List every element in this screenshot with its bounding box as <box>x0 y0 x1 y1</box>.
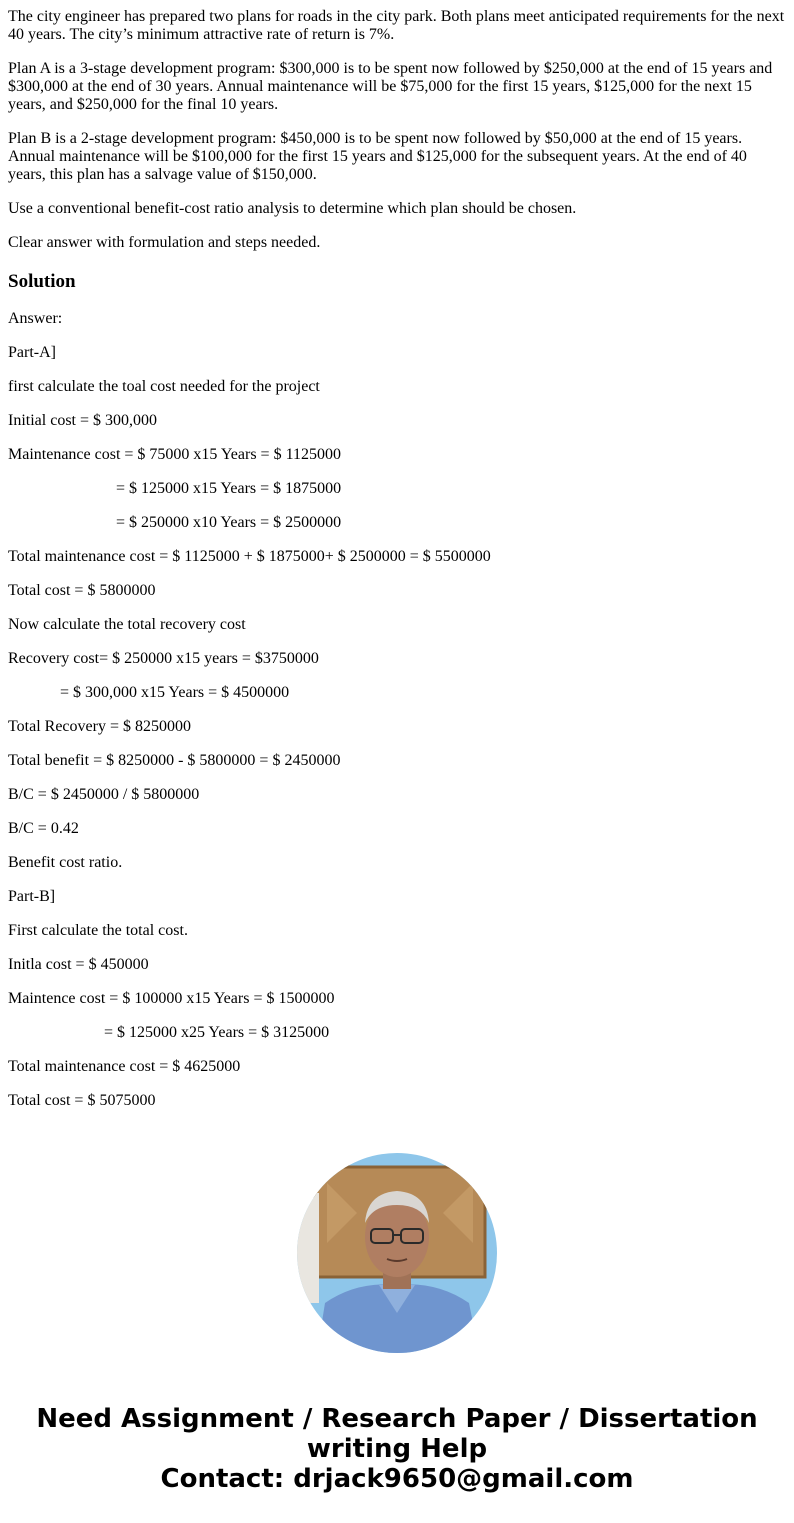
solution-heading: Solution <box>8 271 76 292</box>
solution-line: Total maintenance cost = $ 1125000 + $ 1875000+ $ 2500000 = $ 5500000 <box>8 548 491 565</box>
solution-line: Initla cost = $ 450000 <box>8 956 149 973</box>
solution-line: B/C = 0.42 <box>8 820 79 837</box>
solution-line: First calculate the total cost. <box>8 922 188 939</box>
document-body <box>8 0 786 1126</box>
contact-banner <box>0 1404 794 1494</box>
solution-line: = $ 300,000 x15 Years = $ 4500000 <box>60 684 290 701</box>
question-plan-b: Plan B is a 2-stage development program: $450,000 is to be spent now followed by $50,000 at the end of 15 years. Annual maintenance will be $100,000 for the first 15 years and $125,000 for the subsequent years. At the end of 40 years, this plan has a salvage value of $150,000. <box>8 130 747 183</box>
solution-line: Part-B] <box>8 888 56 905</box>
question-plan-a: Plan A is a 3-stage development program: $300,000 is to be spent now followed by $250,000 at the end of 15 years and $300,000 at the end of 30 years. Annual maintenance will be $75,000 for the first 15 years, $125,000 for the next 15 years, and $250,000 for the final 10 years. <box>8 60 773 113</box>
portrait-image <box>297 1153 497 1353</box>
banner-contact-line: Contact: drjack9650@gmail.com <box>160 1464 634 1494</box>
solution-line: Initial cost = $ 300,000 <box>8 412 158 429</box>
solution-line: = $ 125000 x25 Years = $ 3125000 <box>104 1024 330 1041</box>
solution-line: Total cost = $ 5075000 <box>8 1092 156 1109</box>
banner-line: writing Help <box>306 1434 488 1464</box>
solution-line: Benefit cost ratio. <box>8 854 123 871</box>
solution-line: Now calculate the total recovery cost <box>8 616 246 633</box>
solution-line: Total benefit = $ 8250000 - $ 5800000 = $ 2450000 <box>8 752 341 769</box>
author-portrait <box>297 1153 497 1353</box>
question-task: Use a conventional benefit-cost ratio analysis to determine which plan should be chosen. <box>8 200 577 217</box>
solution-line: Total cost = $ 5800000 <box>8 582 156 599</box>
solution-line: Part-A] <box>8 344 56 361</box>
solution-line: Maintence cost = $ 100000 x15 Years = $ 1500000 <box>8 990 335 1007</box>
solution-line: Maintenance cost = $ 75000 x15 Years = $ 1125000 <box>8 446 341 463</box>
question-intro: The city engineer has prepared two plans for roads in the city park. Both plans meet anticipated requirements for the next 40 years. The city’s minimum attractive rate of return is 7%. <box>8 8 785 43</box>
solution-line: Recovery cost= $ 250000 x15 years = $3750000 <box>8 650 319 667</box>
solution-line: first calculate the toal cost needed for the project <box>8 378 320 395</box>
solution-line: Answer: <box>8 310 63 327</box>
question-request: Clear answer with formulation and steps needed. <box>8 234 321 251</box>
banner-line: Need Assignment / Research Paper / Dissertation <box>36 1404 758 1434</box>
solution-line: B/C = $ 2450000 / $ 5800000 <box>8 786 200 803</box>
solution-line: Total Recovery = $ 8250000 <box>8 718 191 735</box>
solution-line: = $ 250000 x10 Years = $ 2500000 <box>116 514 342 531</box>
solution-line: = $ 125000 x15 Years = $ 1875000 <box>116 480 342 497</box>
solution-line: Total maintenance cost = $ 4625000 <box>8 1058 241 1075</box>
